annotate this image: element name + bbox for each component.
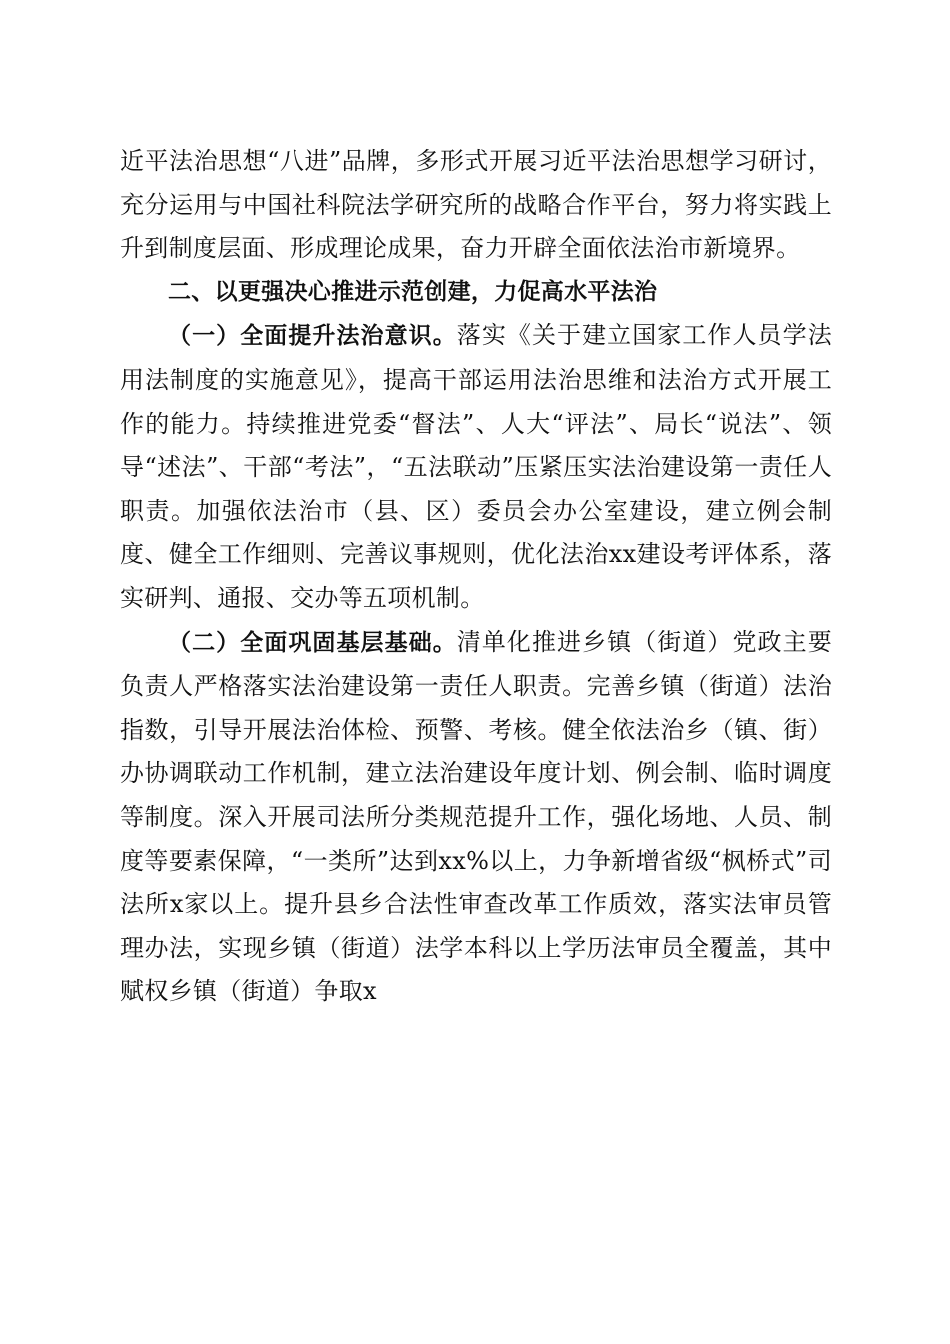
item-1-lead: （一）全面提升法治意识。	[168, 323, 457, 350]
item-paragraph-2	[120, 621, 832, 1014]
item-2-lead: （二）全面巩固基层基础。	[168, 629, 457, 656]
item-2-body: 清单化推进乡镇（街道）党政主要负责人严格落实法治建设第一责任人职责。完善乡镇（街道）法治指数，引导开展法治体检、预警、考核。健全依法治乡（镇、街）办协调联动工作机制，建立法治建设年度计划、例会制、临时调度等制度。深入开展司法所分类规范提升工作，强化场地、人员、制度等要素保障，“一类所”达到xx%以上，力争新增省级“枫桥式”司法所x家以上。提升县乡合法性审查改革工作质效，落实法审员管理办法，实现乡镇（街道）法学本科以上学历法审员全覆盖，其中赋权乡镇（街道）争取x	[120, 627, 832, 1006]
item-paragraph-1	[120, 314, 832, 620]
paragraph-continued: 近平法治思想“八进”品牌，多形式开展习近平法治思想学习研讨，充分运用与中国社科院法学研究所的战略合作平台，努力将实践上升到制度层面、形成理论成果，奋力开辟全面依法治市新境界。	[120, 147, 832, 263]
item-1-body: 落实《关于建立国家工作人员学法用法制度的实施意见》，提高干部运用法治思维和法治方式开展工作的能力。持续推进党委“督法”、人大“评法”、局长“说法”、领导“述法”、干部“考法”，“五法联动”压紧压实法治建设第一责任人职责。加强依法治市（县、区）委员会办公室建设，建立例会制度、健全工作细则、完善议事规则，优化法治xx建设考评体系，落实研判、通报、交办等五项机制。	[120, 321, 832, 612]
section-heading: 二、以更强决心推进示范创建，力促高水平法治	[168, 278, 658, 305]
document-body	[120, 140, 832, 1014]
